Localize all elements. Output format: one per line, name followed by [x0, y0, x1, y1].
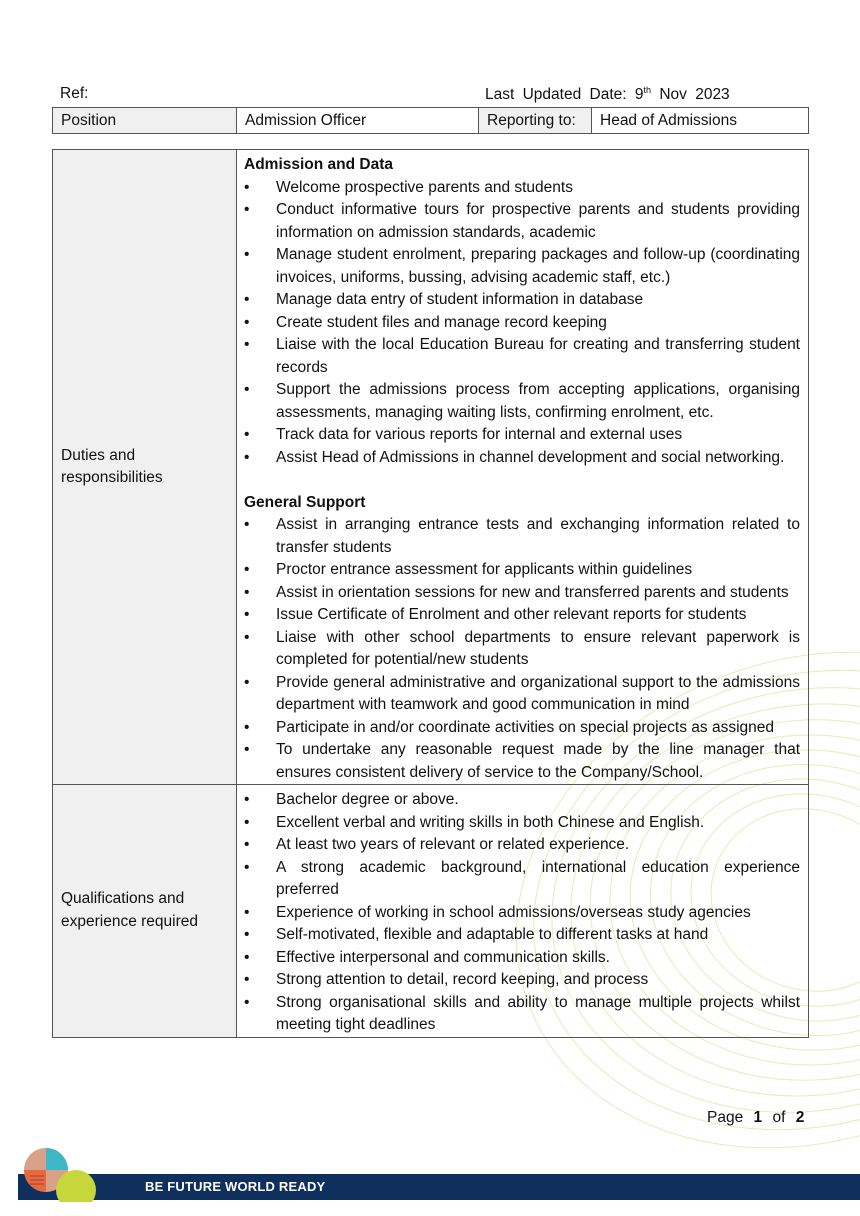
list-item: • Liaise with other school departments to ensure relevant paperwork is completed for potential/new students [244, 627, 800, 672]
ref-label: Ref: [60, 85, 89, 102]
list-item: • Experience of working in school admissions/overseas study agencies [244, 902, 800, 925]
list-item: • Effective interpersonal and communication skills. [244, 947, 800, 970]
list-item: • Manage data entry of student information in database [244, 289, 800, 312]
list-item: • Assist in orientation sessions for new and transferred parents and students [244, 582, 800, 605]
current-page: 1 [753, 1109, 763, 1126]
duties-row [53, 150, 809, 785]
footer-tagline: BE FUTURE WORLD READY [145, 1179, 326, 1194]
section-title-general-support: General Support [244, 493, 366, 511]
job-description-table [52, 149, 809, 1038]
total-pages: 2 [795, 1109, 805, 1126]
position-value: Admission Officer [237, 108, 479, 134]
list-item: • Provide general administrative and organizational support to the admissions department with teamwork and good communication in mind [244, 672, 800, 717]
list-item: • Self-motivated, flexible and adaptable to different tasks at hand [244, 924, 800, 947]
list-item: • Assist in arranging entrance tests and exchanging information related to transfer students [244, 514, 800, 559]
qualifications-content [237, 785, 809, 1038]
date-day: 9 [634, 86, 644, 104]
list-item: • Excellent verbal and writing skills in both Chinese and English. [244, 812, 800, 835]
list-item: • Strong attention to detail, record keeping, and process [244, 969, 800, 992]
section-title-admission: Admission and Data [244, 156, 393, 173]
of-word: of [772, 1109, 786, 1126]
list-item: • Issue Certificate of Enrolment and other relevant reports for students [244, 604, 800, 627]
list-item: • Conduct informative tours for prospective parents and students providing information on admission standards, academic [244, 199, 800, 244]
list-item: • Create student files and manage record keeping [244, 312, 800, 335]
general-support-list [244, 514, 800, 784]
reporting-value: Head of Admissions [592, 108, 809, 134]
position-label: Position [53, 108, 237, 134]
list-item: • Assist Head of Admissions in channel development and social networking. [244, 447, 800, 470]
list-item: • Track data for various reports for internal and external uses [244, 424, 800, 447]
page-word: Page [707, 1109, 744, 1126]
duties-content [237, 150, 809, 785]
position-table [52, 107, 809, 134]
date-suffix: th [643, 85, 652, 95]
list-item: • A strong academic background, international education experience preferred [244, 857, 800, 902]
admission-list [244, 177, 800, 470]
reporting-label: Reporting to: [479, 108, 592, 134]
list-item: • Proctor entrance assessment for applicants within guidelines [244, 559, 800, 582]
list-item: • Bachelor degree or above. [244, 789, 800, 812]
date-prefix: Last Updated Date: [485, 86, 627, 104]
last-updated-date [485, 85, 730, 104]
list-item: • Participate in and/or coordinate activities on special projects as assigned [244, 717, 800, 740]
list-item: • Manage student enrolment, preparing packages and follow-up (coordinating invoices, uniforms, bussing, advising academic staff, etc.) [244, 244, 800, 289]
footer-bar [18, 1174, 860, 1200]
school-logo-mark-icon [16, 1146, 98, 1202]
qualifications-row [53, 785, 809, 1038]
qualifications-label: Qualifications and experience required [53, 785, 237, 1038]
list-item: • Welcome prospective parents and students [244, 177, 800, 200]
duties-label: Duties and responsibilities [53, 150, 237, 785]
qualifications-list [244, 789, 800, 1037]
list-item: • Liaise with the local Education Bureau for creating and transferring student records [244, 334, 800, 379]
document-header [60, 85, 760, 105]
list-item: • To undertake any reasonable request made by the line manager that ensures consistent delivery of service to the Company/School. [244, 739, 800, 784]
page-number [707, 1109, 804, 1127]
list-item: • Strong organisational skills and ability to manage multiple projects whilst meeting tight deadlines [244, 992, 800, 1037]
list-item: • Support the admissions process from accepting applications, organising assessments, managing waiting lists, confirming enrolment, etc. [244, 379, 800, 424]
list-item: • At least two years of relevant or related experience. [244, 834, 800, 857]
date-month-year: Nov 2023 [659, 86, 730, 104]
